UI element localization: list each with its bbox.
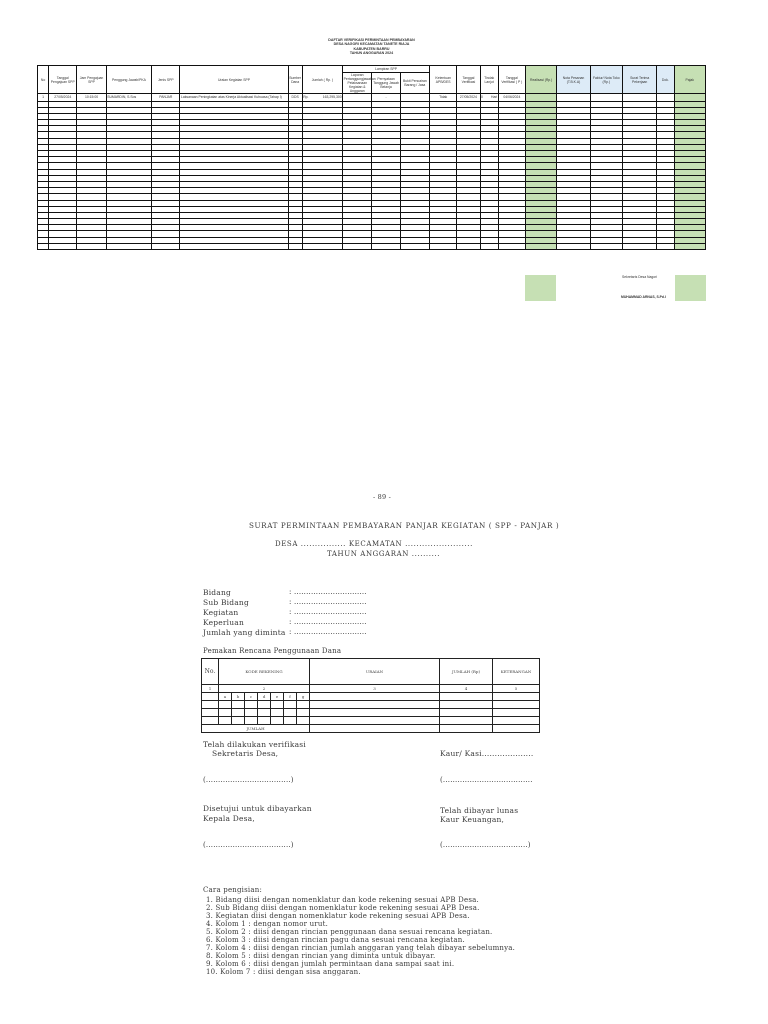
col-lampiran-bukti: Bukti Pencairan Barang / Jasa	[400, 73, 429, 94]
cell-penanggung-jawab: SUMARDIN, S.Sos	[106, 94, 151, 102]
approved-line-2: Kepala Desa,	[203, 814, 255, 823]
spp-col-jumlah: JUMLAH (Rp)	[440, 659, 493, 685]
cell-faktur-nota	[590, 94, 622, 102]
field-bidang-label: Bidang	[203, 588, 232, 597]
col-lampiran-group: Lampiran SPP	[343, 66, 430, 73]
col-lampiran-laporan: Laporan Pertanggungjawaban Pelaksanaan Kegiatan & Anggaran	[343, 73, 376, 93]
field-jumlah-label: Jumlah yang diminta	[203, 628, 286, 637]
register-title-line: DESA NAGORI KECAMATAN TANETE RIAJA	[333, 42, 410, 47]
cell-pajak	[674, 94, 706, 102]
instruction-item: 8. Kolom 5 : diisi dengan rincian yang diminta untuk dibayar.	[206, 952, 436, 960]
verified-line-1: Telah dilakukan verifikasi	[203, 740, 306, 749]
cell-ketentuan: Tidak	[430, 94, 457, 102]
register-title-line: TAHUN ANGGARAN 2024	[349, 51, 394, 56]
col-ketentuan: Ketentuan APB/DES	[430, 66, 457, 94]
cell-jumlah	[302, 94, 342, 102]
register-signature-area	[525, 275, 706, 301]
cell-jenis-spp: PANJAR	[152, 94, 180, 102]
spp-colnum: 3	[310, 685, 440, 693]
table-row	[38, 243, 706, 249]
col-jam-pengajuan: Jam Pengajuan SPP	[77, 66, 106, 94]
field-kegiatan-label: Kegiatan	[203, 608, 239, 617]
instruction-item: 2. Sub Bidang diisi dengan nomenklatur kode rekening sesuai APB Desa.	[206, 904, 480, 912]
instruction-item: 5. Kolom 2 : diisi dengan rincian penggunaan dana sesuai rencana kegiatan.	[206, 928, 493, 936]
table-row	[202, 659, 540, 685]
spp-colnum: 2	[219, 685, 310, 693]
verified-line-2: Sekretaris Desa,	[212, 749, 279, 758]
spp-subcode: d	[258, 693, 271, 701]
field-sub-bidang-value: : ..............................	[289, 598, 367, 606]
cell-lampiran-bukti	[400, 94, 429, 102]
instruction-item: 1. Bidang diisi dengan nomenklatur dan kode rekening sesuai APB Desa.	[206, 896, 479, 904]
instruction-item: 10. Kolom 7 : diisi dengan sisa anggaran.	[206, 968, 361, 976]
spp-subcode: b	[232, 693, 245, 701]
spp-subcode: g	[297, 693, 310, 701]
spp-subcode: a	[219, 693, 232, 701]
cell-jumlah-value: 163,295,300	[322, 95, 342, 100]
instruction-item: 6. Kolom 3 : diisi dengan rincian pagu dana sesuai rencana kegiatan.	[206, 936, 465, 944]
signature-role: Sekretaris Desa Nagori	[622, 275, 658, 279]
table-row	[202, 685, 540, 693]
register-table	[37, 65, 706, 250]
col-dok: Dok.	[657, 66, 674, 94]
field-sub-bidang-label: Sub Bidang	[203, 598, 249, 607]
field-keperluan-label: Keperluan	[203, 618, 244, 627]
register-title-line: DAFTAR VERIFIKASI PERMINTAAN PEMBAYARAN	[328, 38, 415, 42]
spp-subcode: f	[284, 693, 297, 701]
cell-surat-terima	[622, 94, 656, 102]
cell-tindak-lanjut-unit: Hari	[491, 95, 498, 100]
col-realisasi: Realisasi (Rp.)	[526, 66, 557, 94]
col-jumlah: Jumlah ( Rp. )	[302, 66, 342, 94]
paid-line-1: Telah dibayar lunas	[440, 806, 519, 815]
col-nota-pesanan: Nota Pesanan (T.B.K.A)	[557, 66, 590, 94]
register-title-line: KABUPATEN BARRU	[353, 46, 390, 51]
instruction-item: 3. Kegiatan diisi dengan nomenklatur kode rekening sesuai APB Desa.	[206, 912, 470, 920]
instructions-title: Cara pengisian:	[203, 886, 262, 894]
page-number: - 89 -	[373, 493, 391, 501]
col-no: No	[38, 66, 49, 94]
col-tanggal-verifikasi-pk: Tanggal Verifikasi ( P )	[498, 66, 525, 94]
table-caption: Pemakan Rencana Penggunaan Dana	[203, 647, 342, 655]
spp-table	[201, 658, 540, 733]
sign-bracket-left-2: (...................................)	[203, 841, 294, 849]
spp-col-no: No.	[202, 659, 219, 685]
signature-name: MUHAMMAD ARNAS, S.Pd.I	[621, 295, 666, 299]
table-row	[38, 94, 706, 102]
table-row	[202, 709, 540, 717]
cell-tindak-lanjut-num: 0	[481, 95, 483, 100]
field-kegiatan-value: : ..............................	[289, 608, 367, 616]
spp-subcode: c	[245, 693, 258, 701]
cell-dok	[657, 94, 674, 102]
cell-realisasi	[526, 94, 557, 102]
spp-colnum: 4	[440, 685, 493, 693]
col-lampiran-pernyataan: Pernyataan Tanggung Jawab Belanja	[372, 73, 400, 94]
cell-tanggal-verifikasi: 27/05/2024	[457, 94, 480, 102]
cell-no: 1	[38, 94, 49, 102]
paid-line-2: Kaur Keuangan,	[440, 815, 505, 824]
spp-col-uraian: URAIAN	[310, 659, 440, 685]
cell-sumber-dana: DDS	[288, 94, 302, 102]
cell-nota-pesanan	[557, 94, 590, 102]
field-keperluan-value: : ..............................	[289, 618, 367, 626]
table-row	[202, 717, 540, 725]
pajak-total-cell	[675, 275, 706, 301]
spp-col-keterangan: KETERANGAN	[493, 659, 540, 685]
table-row	[202, 725, 540, 733]
kaur-kasi-label: Kaur/ Kasi....................	[440, 749, 534, 758]
cell-jam-pengajuan: 10:15:00	[77, 94, 106, 102]
tahun-anggaran-line: TAHUN ANGGARAN ..........	[327, 550, 441, 558]
spp-jumlah-label: JUMLAH	[202, 725, 310, 733]
sign-bracket-left-1: (...................................)	[203, 776, 294, 784]
col-jenis-spp: Jenis SPP	[152, 66, 180, 94]
cell-tanggal-verifikasi-pk: 04/06/2024	[498, 94, 525, 102]
spp-subcode: e	[271, 693, 284, 701]
sign-bracket-right-1: (.....................................	[440, 776, 533, 784]
realisasi-total-cell	[525, 275, 556, 301]
col-penanggung-jawab: Penggung Jawab/PKA	[106, 66, 151, 94]
verification-register	[37, 38, 706, 299]
cell-lampiran-pernyataan: -	[372, 94, 400, 102]
spp-colnum: 5	[493, 685, 540, 693]
col-surat-terima: Surat Terima Pekerjaan	[622, 66, 656, 94]
field-bidang-value: : ..............................	[289, 588, 367, 596]
col-uraian: Uraian Kegiatan SPP	[180, 66, 288, 94]
instruction-item: 9. Kolom 6 : diisi dengan jumlah permintaan dana sampai saat ini.	[206, 960, 455, 968]
instruction-item: 7. Kolom 4 : diisi dengan rincian jumlah anggaran yang telah dibayar sebelumnya.	[206, 944, 516, 952]
cell-jumlah-prefix: Rp.	[303, 95, 309, 100]
sign-bracket-right-2: (...................................)	[440, 841, 531, 849]
spp-colnum: 1	[202, 685, 219, 693]
col-tanggal-verifikasi: Tanggal Verifikasi	[457, 66, 480, 94]
spp-col-kode: KODE REKENING	[219, 659, 310, 685]
approved-line-1: Disetujui untuk dibayarkan	[203, 804, 312, 813]
field-jumlah-value: : ..............................	[289, 628, 367, 636]
register-title	[37, 38, 706, 56]
table-row	[202, 701, 540, 709]
col-sumber-dana: Sumber Dana	[288, 66, 302, 94]
desa-kecamatan-line: DESA ................ KECAMATAN ........................	[275, 540, 473, 548]
cell-tanggal-pengajuan: 27/05/2024	[49, 94, 77, 102]
table-row	[202, 693, 540, 701]
instruction-item: 4. Kolom 1 : dengan nomor urut.	[206, 920, 329, 928]
col-pajak: Pajak	[674, 66, 706, 94]
cell-uraian: Laksanaan Peningkatan atas Kinerja Aktualisasi Kuhuasa (Tahap I)	[180, 94, 288, 102]
cell-lampiran-laporan	[343, 94, 372, 102]
col-tanggal-pengajuan: Tanggal Pengajuan SPP	[49, 66, 77, 94]
cell-tindak-lanjut	[480, 94, 498, 102]
form-title: SURAT PERMINTAAN PEMBAYARAN PANJAR KEGIATAN ( SPP - PANJAR )	[249, 521, 560, 530]
col-faktur-nota: Faktur/ Nota Toko (Rp.)	[590, 66, 622, 94]
col-tindak-lanjut: Tindak Lanjut	[480, 66, 498, 94]
